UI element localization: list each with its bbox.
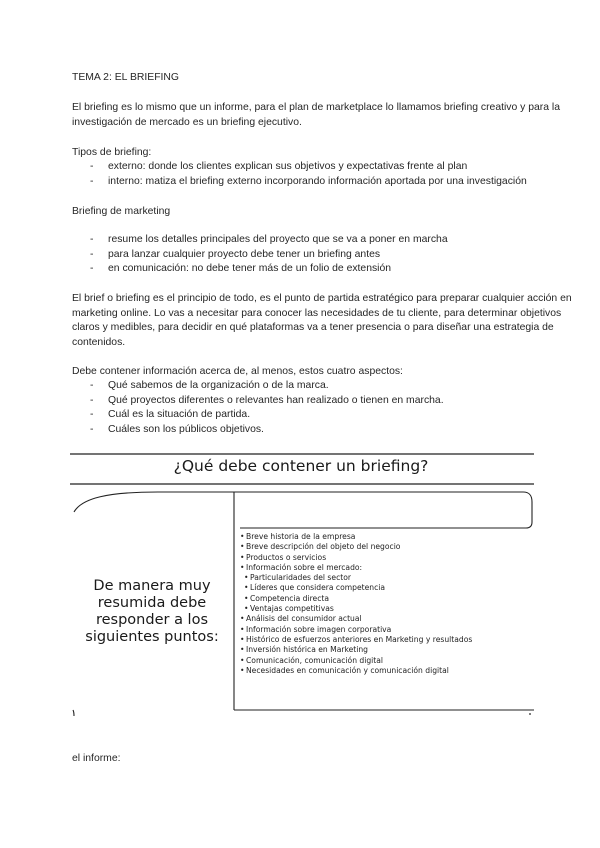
list-item: - Qué sabemos de la organización o de la marca. xyxy=(88,379,578,394)
list-item: • Información sobre imagen corporativa xyxy=(240,624,392,634)
brief-paragraph: El brief o briefing es el principio de todo, es el punto de partida estratégico para preparar cualquier acción en marketing online. Lo vas a necesitar para conocer las necesidades de tu cliente, para determinar objetivos claros y medibles, para decidir en qué plataformas va a tener presencia o para diseñar una estrategia de contenidos. xyxy=(72,293,572,348)
list-item: • Inversión histórica en Marketing xyxy=(240,645,369,655)
figure-items xyxy=(240,532,530,676)
list-item: - en comunicación: no debe tener más de un folio de extensión xyxy=(88,262,578,277)
briefing-figure xyxy=(68,452,538,722)
list-item: - externo: donde los clientes explican sus objetivos y expectativas frente al plan xyxy=(88,160,578,175)
list-item: - Cuál es la situación de partida. xyxy=(88,408,578,423)
list-item: • Análisis del consumidor actual xyxy=(240,614,362,624)
marketing-list xyxy=(88,233,578,277)
document-title: TEMA 2: EL BRIEFING xyxy=(72,72,180,83)
list-item: • Ventajas competitivas xyxy=(244,604,334,614)
list-item: - para lanzar cualquier proyecto debe tener un briefing antes xyxy=(88,248,578,263)
aspects-list xyxy=(88,379,578,437)
list-item: - resume los detalles principales del proyecto que se va a poner en marcha xyxy=(88,233,578,248)
list-item: • Histórico de esfuerzos anteriores en Marketing y resultados xyxy=(240,634,473,644)
intro-paragraph: El briefing es lo mismo que un informe, para el plan de marketplace lo llamamos briefing creativo y para la investigación de mercado es un briefing ejecutivo. xyxy=(72,102,561,128)
list-item: • Información sobre el mercado: xyxy=(240,562,363,572)
list-item: - Qué proyectos diferentes o relevantes han realizado o tienen en marcha. xyxy=(88,394,578,409)
types-heading: Tipos de briefing: xyxy=(72,147,152,158)
list-item: • Particularidades del sector xyxy=(244,573,351,583)
aspects-intro: Debe contener información acerca de, al menos, estos cuatro aspectos: xyxy=(72,366,403,377)
list-item: • Breve descripción del objeto del negocio xyxy=(240,542,401,552)
figure-left-label: De manera muy resumida debe responder a los siguientes puntos: xyxy=(85,578,219,645)
list-item: • Comunicación, comunicación digital xyxy=(240,655,384,665)
figure-title: ¿Qué debe contener un briefing? xyxy=(173,457,429,475)
types-list xyxy=(88,160,578,189)
list-item: • Breve historia de la empresa xyxy=(240,532,356,541)
list-item: • Competencia directa xyxy=(244,593,330,603)
list-item: - Cuáles son los públicos objetivos. xyxy=(88,423,578,438)
list-item: - interno: matiza el briefing externo incorporando información aportada por una investigación xyxy=(88,175,578,190)
closing-text: el informe: xyxy=(72,753,121,764)
list-item: • Productos o servicios xyxy=(240,552,327,562)
marketing-heading: Briefing de marketing xyxy=(72,206,171,217)
list-item: • Líderes que considera competencia xyxy=(244,583,386,593)
list-item: • Necesidades en comunicación y comunicación digital xyxy=(240,665,449,675)
